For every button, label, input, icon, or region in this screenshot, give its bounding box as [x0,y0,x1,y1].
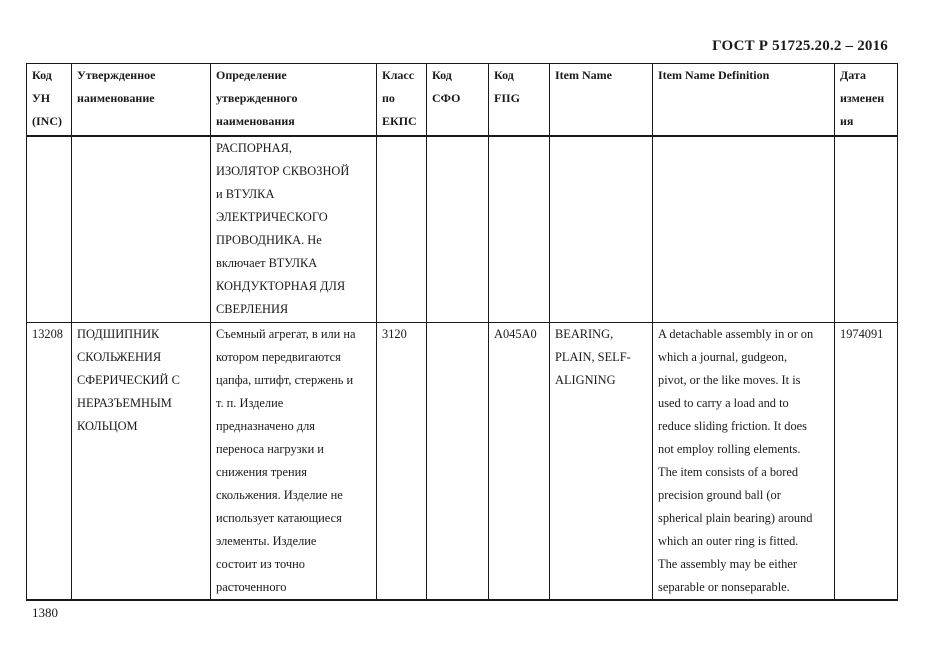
cell-item-name-definition [653,136,835,323]
cell-line: precision ground ball (or [658,488,781,502]
table-row [27,323,898,601]
cell-line: наименования [216,114,295,128]
cell-line: изменен [840,91,885,105]
cell-line: Код [32,68,52,82]
classification-table [26,63,898,601]
cell-line: СФО [432,91,461,105]
cell-definition [211,323,377,601]
cell-line: The assembly may be either [658,557,798,571]
col-header-item-name-definition [653,64,835,137]
cell-line: СКОЛЬЖЕНИЯ [77,350,162,364]
cell-line: СФЕРИЧЕСКИЙ С [77,373,180,387]
cell-line: СВЕРЛЕНИЯ [216,302,289,316]
col-header-item-name [550,64,653,137]
cell-line: РАСПОРНАЯ, [216,141,292,155]
cell-line: снижения трения [216,465,307,479]
cell-line: переноса нагрузки и [216,442,324,456]
cell-line: pivot, or the like moves. It is [658,373,801,387]
cell-line: FIIG [494,91,521,105]
table-header-row [27,64,898,137]
cell-line: наименование [77,91,155,105]
cell-line: used to carry a load and to [658,396,789,410]
cell-line: ЭЛЕКТРИЧЕСКОГО [216,210,328,224]
cell-line: Определение [216,68,287,82]
cell-code-fiig [489,323,550,601]
col-header-definition [211,64,377,137]
cell-line: Код [432,68,452,82]
cell-line: The item consists of a bored [658,465,799,479]
cell-line: (INC) [32,114,62,128]
cell-approved-name [72,323,211,601]
cell-line: т. п. Изделие [216,396,284,410]
cell-line: reduce sliding friction. It does [658,419,807,433]
cell-line: 1974091 [840,327,884,341]
cell-class-ekps [377,136,427,323]
cell-line: which a journal, gudgeon, [658,350,788,364]
cell-line: включает ВТУЛКА [216,256,318,270]
cell-code-sfo [427,136,489,323]
cell-line: КОЛЬЦОМ [77,419,138,433]
cell-line: ALIGNING [555,373,616,387]
col-header-approved-name [72,64,211,137]
cell-item-name [550,323,653,601]
cell-line: использует катающиеся [216,511,342,525]
cell-line: НЕРАЗЪЕМНЫМ [77,396,172,410]
cell-line: предназначено для [216,419,315,433]
cell-code-fiig [489,136,550,323]
cell-code-un [27,136,72,323]
cell-line: ия [840,114,854,128]
cell-line: not employ rolling elements. [658,442,801,456]
table-row [27,136,898,323]
cell-line: утвержденного [216,91,298,105]
cell-code-sfo [427,323,489,601]
cell-item-name-definition [653,323,835,601]
col-header-date-changed [835,64,898,137]
cell-line: по [382,91,395,105]
cell-line: скольжения. Изделие не [216,488,343,502]
cell-line: 13208 [32,327,63,341]
cell-line: A detachable assembly in or on [658,327,814,341]
cell-line: Съемный агрегат, в или на [216,327,356,341]
cell-line: ЕКПС [382,114,417,128]
cell-line: Утвержденное [77,68,156,82]
cell-line: состоит из точно [216,557,305,571]
cell-item-name [550,136,653,323]
cell-date-changed [835,136,898,323]
cell-line: Код [494,68,514,82]
cell-date-changed [835,323,898,601]
cell-line: элементы. Изделие [216,534,317,548]
cell-line: ИЗОЛЯТОР СКВОЗНОЙ [216,164,350,178]
cell-line: Дата [840,68,866,82]
document-standard-header: ГОСТ Р 51725.20.2 – 2016 [712,38,888,54]
cell-line: spherical plain bearing) around [658,511,813,525]
cell-class-ekps [377,323,427,601]
cell-line: ПРОВОДНИКА. Не [216,233,322,247]
cell-line: A045A0 [494,327,537,341]
cell-line: и ВТУЛКА [216,187,275,201]
col-header-code-un [27,64,72,137]
cell-line: which an outer ring is fitted. [658,534,799,548]
cell-code-un [27,323,72,601]
cell-line: расточенного [216,580,287,594]
cell-line: УН [32,91,51,105]
cell-line: Класс [382,68,415,82]
cell-line: separable or nonseparable. [658,580,790,594]
cell-definition [211,136,377,323]
cell-line: Item Name [555,68,612,82]
cell-line: котором передвигаются [216,350,341,364]
cell-line: цапфа, штифт, стержень и [216,373,354,387]
col-header-class-ekps [377,64,427,137]
cell-line: BEARING, [555,327,614,341]
cell-line: Item Name Definition [658,68,770,82]
col-header-code-sfo [427,64,489,137]
page-number: 1380 [32,605,58,620]
cell-approved-name [72,136,211,323]
col-header-code-fiig [489,64,550,137]
cell-line: 3120 [382,327,407,341]
cell-line: PLAIN, SELF- [555,350,631,364]
cell-line: ПОДШИПНИК [77,327,160,341]
cell-line: КОНДУКТОРНАЯ ДЛЯ [216,279,346,293]
